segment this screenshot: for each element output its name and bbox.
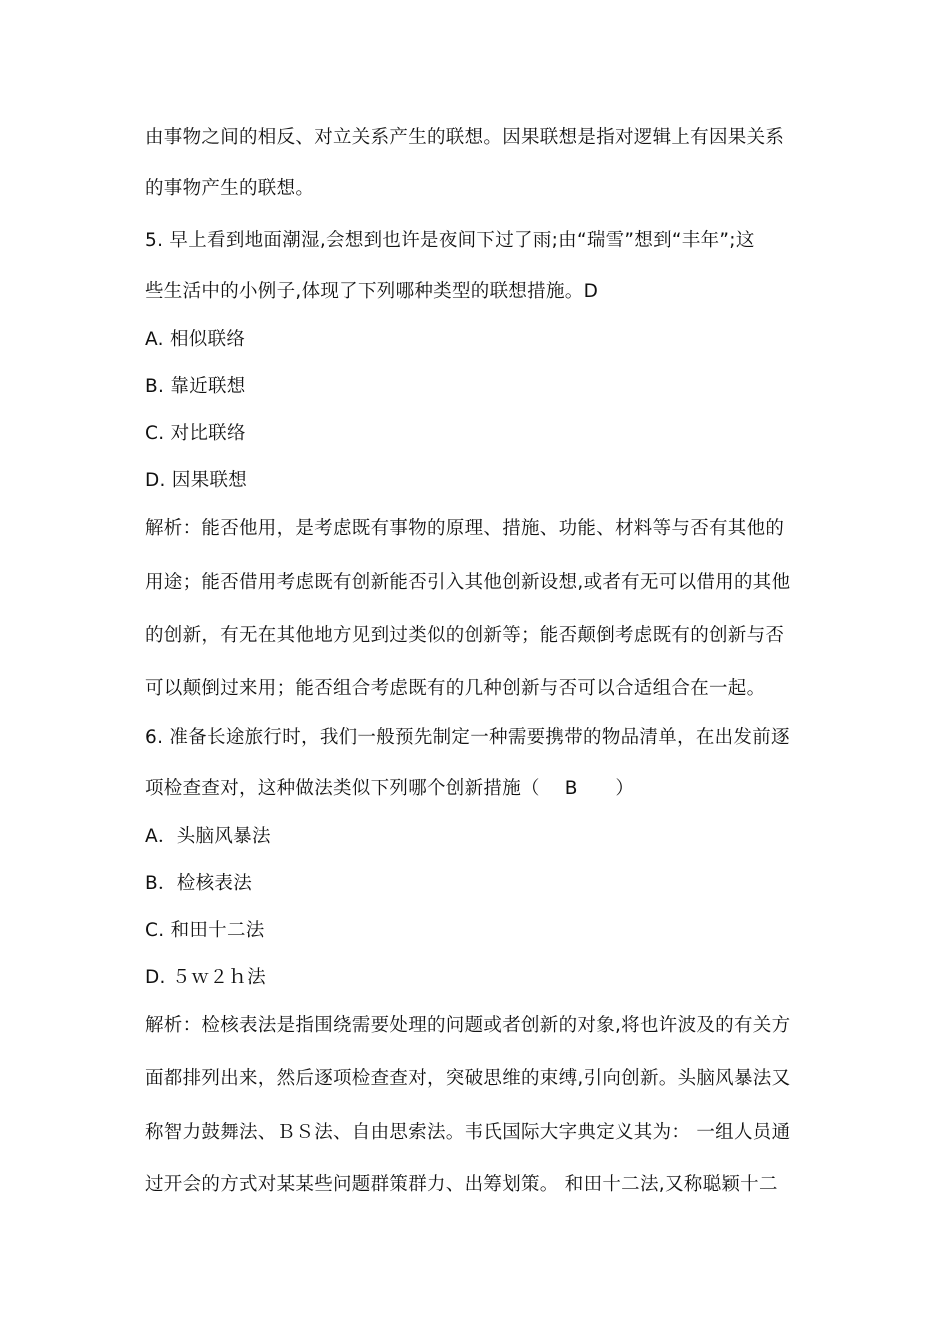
option-d: D. 因果联想	[145, 470, 248, 491]
analysis-paragraph: 解析：检核表法是指围绕需要处理的问题或者创新的对象,将也许波及的有关方	[145, 1015, 791, 1036]
analysis-paragraph: 的创新，有无在其他地方见到过类似的创新等；能否颠倒考虑既有的创新与否	[145, 625, 785, 646]
question-6-stem: 6. 准备长途旅行时，我们一般预先制定一种需要携带的物品清单，在出发前逐	[145, 727, 790, 748]
question-5-stem: 5. 早上看到地面潮湿,会想到也许是夜间下过了雨;由“瑞雪”想到“丰年”;这	[145, 230, 755, 251]
analysis-paragraph: 可以颠倒过来用；能否组合考虑既有的几种创新与否可以合适组合在一起。	[145, 678, 766, 699]
option-a: A．头脑风暴法	[145, 826, 271, 847]
analysis-paragraph: 称智力鼓舞法、ＢＳ法、自由思索法。韦氏国际大字典定义其为： 一组人员通	[145, 1122, 791, 1143]
option-c: C. 和田十二法	[145, 920, 265, 941]
question-5-stem-continued: 些生活中的小例子,体现了下列哪种类型的联想措施。D	[145, 281, 599, 302]
option-a: A. 相似联络	[145, 329, 246, 350]
option-b: B. 靠近联想	[145, 376, 246, 397]
option-b: B．检核表法	[145, 873, 252, 894]
analysis-paragraph: 解析：能否他用，是考虑既有事物的原理、措施、功能、材料等与否有其他的	[145, 518, 785, 539]
option-c: C. 对比联络	[145, 423, 246, 444]
analysis-paragraph: 面都排列出来，然后逐项检查查对，突破思维的束缚,引向创新。头脑风暴法又	[145, 1068, 791, 1089]
text-line: 由事物之间的相反、对立关系产生的联想。因果联想是指对逻辑上有因果关系	[145, 127, 785, 148]
question-6-stem-continued: 项检查查对，这种做法类似下列哪个创新措施（ B ）	[145, 778, 635, 799]
analysis-paragraph: 用途；能否借用考虑既有创新能否引入其他创新设想,或者有无可以借用的其他	[145, 572, 791, 593]
option-d: D. ５ｗ２ｈ法	[145, 967, 266, 988]
analysis-paragraph: 过开会的方式对某某些问题群策群力、出筹划策。 和田十二法,又称聪颖十二	[145, 1174, 778, 1195]
text-line: 的事物产生的联想。	[145, 178, 315, 199]
